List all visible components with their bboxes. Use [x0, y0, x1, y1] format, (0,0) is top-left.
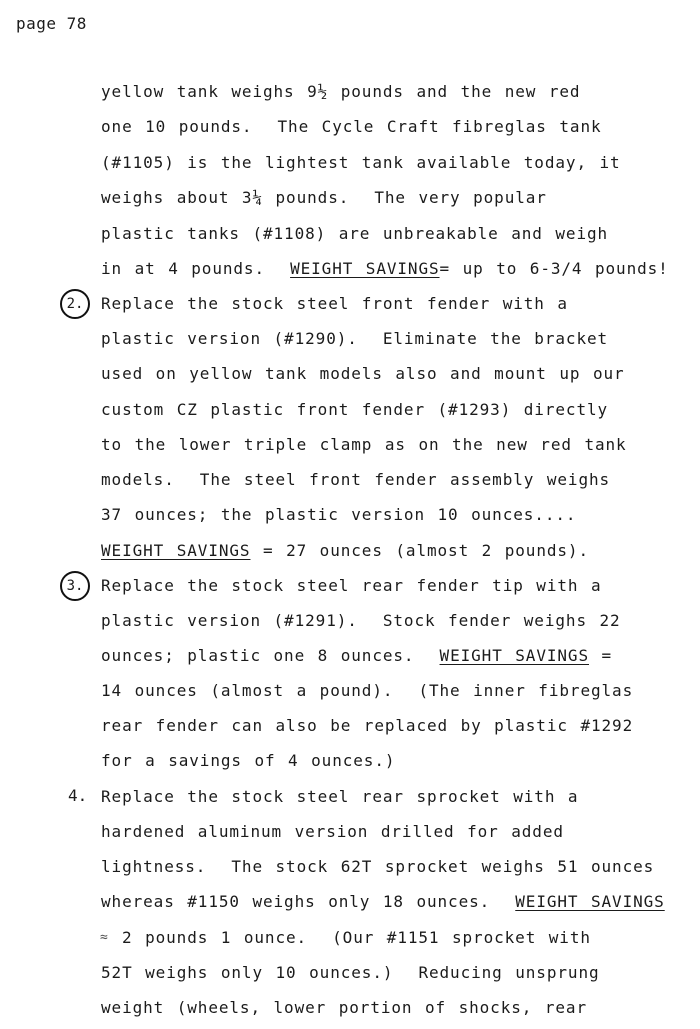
text-line [101, 329, 608, 349]
text-segment: = [589, 646, 613, 665]
text-segment: 52T weighs only 10 ounces.) Reducing unsprung [101, 963, 600, 982]
text-segment: Replace the stock steel rear fender tip with a [101, 576, 602, 595]
text-segment: in at 4 pounds. [101, 259, 291, 278]
text-segment: to the lower triple clamp as on the new red tank [101, 435, 627, 454]
text-segment: 2 pounds 1 ounce. (Our #1151 sprocket with [122, 928, 591, 947]
text-segment: hardened aluminum version drilled for added [101, 822, 564, 841]
text-segment: weight (wheels, lower portion of shocks, rear [101, 998, 587, 1017]
text-segment: yellow tank weighs 9½ pounds and the new red [101, 82, 581, 101]
text-line [101, 294, 568, 314]
text-segment: plastic version (#1290). Eliminate the bracket [101, 329, 609, 348]
text-line [101, 611, 621, 631]
text-segment: plastic version (#1291). Stock fender weighs 22 [101, 611, 621, 630]
text-segment: = 27 ounces (almost 2 pounds). [250, 541, 589, 560]
text-line [101, 435, 627, 455]
text-segment: rear fender can also be replaced by plastic #1292 [101, 716, 634, 735]
text-line [101, 259, 669, 279]
text-segment: Replace the stock steel rear sprocket with a [101, 787, 579, 806]
text-segment: models. The steel front fender assembly weighs [101, 470, 611, 489]
weight-savings-heading: WEIGHT SAVINGS [290, 259, 440, 278]
text-line [101, 188, 547, 208]
text-line [101, 998, 587, 1018]
text-segment: Replace the stock steel front fender with a [101, 294, 568, 313]
item-3-circled-number: 3. [60, 571, 90, 601]
text-line [122, 928, 591, 948]
text-segment: plastic tanks (#1108) are unbreakable and weigh [101, 224, 609, 243]
text-segment: used on yellow tank models also and mount up our [101, 364, 625, 383]
text-segment: whereas #1150 weighs only 18 ounces. [101, 892, 516, 911]
text-segment: ounces; plastic one 8 ounces. [101, 646, 440, 665]
text-line [101, 541, 589, 561]
text-segment: lightness. The stock 62T sprocket weighs 51 ounces [101, 857, 655, 876]
text-segment: (#1105) is the lightest tank available today, it [101, 153, 621, 172]
text-line [101, 857, 654, 877]
text-line [101, 646, 612, 666]
text-line [101, 787, 578, 807]
text-line [101, 400, 608, 420]
item-2-circled-number: 2. [60, 289, 90, 319]
text-line [101, 505, 576, 525]
text-line [101, 470, 610, 490]
text-line [101, 681, 633, 701]
weight-savings-heading: WEIGHT SAVINGS [101, 541, 251, 560]
text-line [101, 716, 633, 736]
text-line [101, 751, 395, 771]
text-segment: 14 ounces (almost a pound). (The inner fibreglas [101, 681, 634, 700]
text-segment: weighs about 3¼ pounds. The very popular [101, 188, 547, 207]
weight-savings-heading: WEIGHT SAVINGS [515, 892, 665, 911]
item-4-number: 4. [68, 786, 88, 805]
text-segment: custom CZ plastic front fender (#1293) directly [101, 400, 609, 419]
text-segment: one 10 pounds. The Cycle Craft fibreglas tank [101, 117, 602, 136]
weight-savings-heading: WEIGHT SAVINGS [439, 646, 589, 665]
text-segment: 37 ounces; the plastic version 10 ounces.... [101, 505, 577, 524]
text-line [101, 117, 602, 137]
text-line [101, 153, 621, 173]
text-line [101, 82, 580, 102]
text-line [101, 576, 602, 596]
text-line [101, 224, 608, 244]
text-segment: = up to 6-3/4 pounds! [439, 259, 669, 278]
text-line [101, 822, 564, 842]
page-number: page 78 [16, 14, 87, 33]
text-line [101, 892, 665, 912]
approx-symbol: ≈ [100, 930, 108, 945]
text-line [101, 963, 600, 983]
text-line [101, 364, 625, 384]
text-segment: for a savings of 4 ounces.) [101, 751, 396, 770]
